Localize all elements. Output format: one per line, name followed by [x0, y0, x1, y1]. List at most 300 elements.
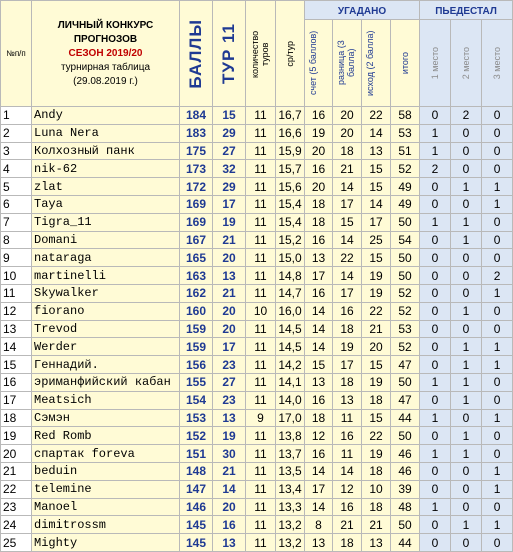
total-guessed: 53: [391, 124, 420, 142]
place3-count: 1: [482, 178, 513, 196]
outcome-guessed: 19: [362, 284, 391, 302]
points-value: 184: [180, 107, 213, 125]
avg-per-tour: 15,9: [276, 142, 305, 160]
season-label: СЕЗОН 2019/20: [68, 47, 143, 59]
place2-count: 0: [451, 498, 482, 516]
place2-count: 0: [451, 462, 482, 480]
points-value: 155: [180, 373, 213, 391]
diff-guessed: 17: [333, 284, 362, 302]
row-number: 1: [1, 107, 32, 125]
tour-points: 21: [213, 284, 246, 302]
diff-guessed: 18: [333, 373, 362, 391]
table-row: [1, 516, 513, 534]
total-guessed: 39: [391, 480, 420, 498]
outcome-guessed: 13: [362, 142, 391, 160]
table-row: [1, 498, 513, 516]
row-number: 20: [1, 445, 32, 463]
place1-count: 0: [420, 462, 451, 480]
score-guessed: 12: [305, 427, 333, 445]
score-guessed: 14: [305, 320, 333, 338]
points-value: 160: [180, 302, 213, 320]
table-row: [1, 142, 513, 160]
diff-guessed: 22: [333, 249, 362, 267]
place1-count: 1: [420, 142, 451, 160]
total-guessed: 49: [391, 178, 420, 196]
table-row: [1, 160, 513, 178]
table-label: турнирная таблица: [60, 61, 151, 73]
score-guessed: 20: [305, 142, 333, 160]
player-name: спартак foreva: [32, 445, 180, 463]
row-number: 18: [1, 409, 32, 427]
tours-count: 11: [246, 320, 276, 338]
diff-guessed: 18: [333, 142, 362, 160]
score-guessed: 15: [305, 356, 333, 374]
diff-guessed: 16: [333, 427, 362, 445]
tour-points: 27: [213, 373, 246, 391]
total-guessed: 50: [391, 516, 420, 534]
points-value: 159: [180, 338, 213, 356]
total-guessed: 44: [391, 409, 420, 427]
place3-count: 0: [482, 391, 513, 409]
outcome-guessed: 20: [362, 338, 391, 356]
header-diff: разница (3 балла): [333, 20, 362, 107]
row-number: 4: [1, 160, 32, 178]
avg-per-tour: 13,2: [276, 534, 305, 552]
player-name: telemine: [32, 480, 180, 498]
points-value: 153: [180, 409, 213, 427]
row-number: 22: [1, 480, 32, 498]
points-value: 173: [180, 160, 213, 178]
row-number: 21: [1, 462, 32, 480]
total-guessed: 54: [391, 231, 420, 249]
place3-count: 0: [482, 231, 513, 249]
diff-guessed: 12: [333, 480, 362, 498]
place3-count: 0: [482, 427, 513, 445]
total-guessed: 46: [391, 462, 420, 480]
total-guessed: 53: [391, 320, 420, 338]
points-value: 152: [180, 427, 213, 445]
place3-count: 1: [482, 284, 513, 302]
place1-count: 0: [420, 356, 451, 374]
outcome-guessed: 18: [362, 391, 391, 409]
player-name: Колхозный панк: [32, 142, 180, 160]
row-number: 7: [1, 213, 32, 231]
tours-count: 11: [246, 213, 276, 231]
place2-count: 1: [451, 213, 482, 231]
avg-per-tour: 14,8: [276, 267, 305, 285]
header-points: БАЛЛЫ: [180, 1, 213, 107]
tours-count: 11: [246, 195, 276, 213]
total-guessed: 48: [391, 498, 420, 516]
points-value: 163: [180, 267, 213, 285]
place2-count: 1: [451, 231, 482, 249]
avg-per-tour: 13,3: [276, 498, 305, 516]
place2-count: 1: [451, 338, 482, 356]
place1-count: 0: [420, 302, 451, 320]
score-guessed: 20: [305, 178, 333, 196]
player-name: Domani: [32, 231, 180, 249]
row-number: 13: [1, 320, 32, 338]
header-guessed-group: УГАДАНО: [305, 1, 420, 20]
tours-count: 11: [246, 445, 276, 463]
points-value: 169: [180, 195, 213, 213]
points-value: 154: [180, 391, 213, 409]
tours-count: 11: [246, 498, 276, 516]
place3-count: 1: [482, 338, 513, 356]
score-guessed: 13: [305, 534, 333, 552]
total-guessed: 50: [391, 373, 420, 391]
row-number: 19: [1, 427, 32, 445]
total-guessed: 52: [391, 160, 420, 178]
tour-points: 13: [213, 534, 246, 552]
diff-guessed: 19: [333, 338, 362, 356]
total-guessed: 51: [391, 142, 420, 160]
avg-per-tour: 14,5: [276, 320, 305, 338]
title-line2: ПРОГНОЗОВ: [73, 33, 138, 45]
avg-per-tour: 13,2: [276, 516, 305, 534]
place2-count: 1: [451, 445, 482, 463]
tours-count: 11: [246, 516, 276, 534]
avg-per-tour: 14,0: [276, 391, 305, 409]
table-row: [1, 267, 513, 285]
table-row: [1, 427, 513, 445]
place2-count: 0: [451, 284, 482, 302]
tours-count: 11: [246, 373, 276, 391]
tours-count: 11: [246, 231, 276, 249]
tours-count: 11: [246, 480, 276, 498]
row-number: 15: [1, 356, 32, 374]
points-value: 183: [180, 124, 213, 142]
player-name: Сэмэн: [32, 409, 180, 427]
place3-count: 0: [482, 107, 513, 125]
place2-count: 0: [451, 195, 482, 213]
tour-points: 20: [213, 320, 246, 338]
place3-count: 0: [482, 534, 513, 552]
diff-guessed: 16: [333, 302, 362, 320]
total-guessed: 52: [391, 338, 420, 356]
avg-per-tour: 16,0: [276, 302, 305, 320]
table-row: [1, 462, 513, 480]
outcome-guessed: 15: [362, 178, 391, 196]
place3-count: 1: [482, 516, 513, 534]
row-number: 6: [1, 195, 32, 213]
row-number: 5: [1, 178, 32, 196]
tours-count: 11: [246, 534, 276, 552]
table-row: [1, 302, 513, 320]
tours-count: 11: [246, 178, 276, 196]
player-name: Геннадий.: [32, 356, 180, 374]
score-guessed: 17: [305, 267, 333, 285]
place2-count: 0: [451, 142, 482, 160]
place2-count: 0: [451, 534, 482, 552]
score-guessed: 17: [305, 480, 333, 498]
place2-count: 1: [451, 356, 482, 374]
total-guessed: 49: [391, 195, 420, 213]
diff-guessed: 14: [333, 231, 362, 249]
table-row: [1, 124, 513, 142]
outcome-guessed: 15: [362, 356, 391, 374]
score-guessed: 16: [305, 107, 333, 125]
diff-guessed: 20: [333, 107, 362, 125]
place1-count: 0: [420, 480, 451, 498]
avg-per-tour: 13,4: [276, 480, 305, 498]
header-num: №п/п: [1, 1, 32, 107]
diff-guessed: 15: [333, 213, 362, 231]
place2-count: 1: [451, 427, 482, 445]
outcome-guessed: 21: [362, 320, 391, 338]
tour-points: 29: [213, 124, 246, 142]
place3-count: 2: [482, 267, 513, 285]
place3-count: 1: [482, 480, 513, 498]
diff-guessed: 11: [333, 445, 362, 463]
outcome-guessed: 14: [362, 195, 391, 213]
points-value: 148: [180, 462, 213, 480]
place2-count: 0: [451, 320, 482, 338]
tours-count: 11: [246, 124, 276, 142]
tour-points: 32: [213, 160, 246, 178]
place1-count: 0: [420, 267, 451, 285]
table-row: [1, 373, 513, 391]
header-place2: 2 место: [451, 20, 482, 107]
player-name: fiorano: [32, 302, 180, 320]
table-date: (29.08.2019 г.): [73, 75, 138, 87]
player-name: nataraga: [32, 249, 180, 267]
tour-points: 23: [213, 356, 246, 374]
total-guessed: 47: [391, 391, 420, 409]
table-row: [1, 534, 513, 552]
avg-per-tour: 13,5: [276, 462, 305, 480]
table-row: [1, 231, 513, 249]
tour-points: 16: [213, 516, 246, 534]
diff-guessed: 21: [333, 516, 362, 534]
points-value: 147: [180, 480, 213, 498]
player-name: Mighty: [32, 534, 180, 552]
player-name: martinelli: [32, 267, 180, 285]
points-value: 165: [180, 249, 213, 267]
row-number: 9: [1, 249, 32, 267]
points-value: 167: [180, 231, 213, 249]
row-number: 25: [1, 534, 32, 552]
total-guessed: 52: [391, 302, 420, 320]
player-name: Red Romb: [32, 427, 180, 445]
total-guessed: 50: [391, 213, 420, 231]
avg-per-tour: 15,6: [276, 178, 305, 196]
player-name: beduin: [32, 462, 180, 480]
tour-points: 13: [213, 267, 246, 285]
row-number: 16: [1, 373, 32, 391]
place2-count: 0: [451, 480, 482, 498]
place1-count: 0: [420, 534, 451, 552]
avg-per-tour: 17,0: [276, 409, 305, 427]
place1-count: 0: [420, 195, 451, 213]
diff-guessed: 16: [333, 498, 362, 516]
total-guessed: 58: [391, 107, 420, 125]
header-title-block: [32, 1, 180, 107]
row-number: 8: [1, 231, 32, 249]
title-line1: ЛИЧНЫЙ КОНКУРС: [57, 19, 154, 31]
place1-count: 0: [420, 178, 451, 196]
place1-count: 0: [420, 249, 451, 267]
tours-count: 11: [246, 160, 276, 178]
avg-per-tour: 14,5: [276, 338, 305, 356]
row-number: 14: [1, 338, 32, 356]
header-tour: ТУР 11: [213, 1, 246, 107]
diff-guessed: 17: [333, 195, 362, 213]
player-name: nik-62: [32, 160, 180, 178]
outcome-guessed: 22: [362, 427, 391, 445]
place3-count: 1: [482, 409, 513, 427]
place2-count: 0: [451, 267, 482, 285]
player-name: Manoel: [32, 498, 180, 516]
place1-count: 1: [420, 409, 451, 427]
place2-count: 0: [451, 160, 482, 178]
score-guessed: 18: [305, 213, 333, 231]
table-row: [1, 338, 513, 356]
avg-per-tour: 13,8: [276, 427, 305, 445]
row-number: 10: [1, 267, 32, 285]
outcome-guessed: 25: [362, 231, 391, 249]
tour-points: 23: [213, 391, 246, 409]
player-name: Andy: [32, 107, 180, 125]
tour-points: 29: [213, 178, 246, 196]
player-name: Luna Nera: [32, 124, 180, 142]
tour-points: 27: [213, 142, 246, 160]
row-number: 3: [1, 142, 32, 160]
score-guessed: 16: [305, 391, 333, 409]
place1-count: 0: [420, 320, 451, 338]
points-value: 172: [180, 178, 213, 196]
diff-guessed: 17: [333, 356, 362, 374]
tour-points: 13: [213, 409, 246, 427]
points-value: 151: [180, 445, 213, 463]
place3-count: 0: [482, 373, 513, 391]
table-row: [1, 107, 513, 125]
place1-count: 0: [420, 427, 451, 445]
player-name: Skywalker: [32, 284, 180, 302]
tours-count: 9: [246, 409, 276, 427]
place2-count: 0: [451, 249, 482, 267]
tour-points: 20: [213, 249, 246, 267]
avg-per-tour: 16,7: [276, 107, 305, 125]
place2-count: 1: [451, 516, 482, 534]
score-guessed: 14: [305, 302, 333, 320]
tour-points: 17: [213, 338, 246, 356]
score-guessed: 14: [305, 338, 333, 356]
table-row: [1, 213, 513, 231]
outcome-guessed: 19: [362, 445, 391, 463]
tours-count: 11: [246, 462, 276, 480]
player-name: Tigra_11: [32, 213, 180, 231]
player-name: эриманфийский кабан: [32, 373, 180, 391]
avg-per-tour: 14,2: [276, 356, 305, 374]
outcome-guessed: 18: [362, 462, 391, 480]
row-number: 2: [1, 124, 32, 142]
outcome-guessed: 21: [362, 516, 391, 534]
diff-guessed: 14: [333, 267, 362, 285]
tour-points: 14: [213, 480, 246, 498]
row-number: 11: [1, 284, 32, 302]
outcome-guessed: 15: [362, 160, 391, 178]
row-number: 12: [1, 302, 32, 320]
score-guessed: 19: [305, 124, 333, 142]
place1-count: 1: [420, 213, 451, 231]
tours-count: 11: [246, 284, 276, 302]
points-value: 156: [180, 356, 213, 374]
header-tours-count: количество туров: [246, 1, 276, 107]
table-row: [1, 409, 513, 427]
standings-body: [1, 107, 513, 552]
table-row: [1, 391, 513, 409]
tours-count: 11: [246, 267, 276, 285]
diff-guessed: 18: [333, 534, 362, 552]
header-outcome: исход (2 балла): [362, 20, 391, 107]
place2-count: 0: [451, 124, 482, 142]
points-value: 159: [180, 320, 213, 338]
header-avg: ср/тур: [276, 1, 305, 107]
table-row: [1, 356, 513, 374]
avg-per-tour: 15,2: [276, 231, 305, 249]
place3-count: 0: [482, 124, 513, 142]
place2-count: 1: [451, 391, 482, 409]
tour-points: 17: [213, 195, 246, 213]
score-guessed: 16: [305, 284, 333, 302]
place1-count: 1: [420, 445, 451, 463]
tour-points: 20: [213, 498, 246, 516]
player-name: zlat: [32, 178, 180, 196]
tour-points: 21: [213, 231, 246, 249]
total-guessed: 50: [391, 427, 420, 445]
avg-per-tour: 15,7: [276, 160, 305, 178]
place3-count: 0: [482, 320, 513, 338]
header-score: счет (5 баллов): [305, 20, 333, 107]
points-value: 145: [180, 534, 213, 552]
diff-guessed: 11: [333, 409, 362, 427]
table-row: [1, 320, 513, 338]
score-guessed: 16: [305, 160, 333, 178]
avg-per-tour: 16,6: [276, 124, 305, 142]
score-guessed: 18: [305, 409, 333, 427]
outcome-guessed: 19: [362, 267, 391, 285]
score-guessed: 14: [305, 498, 333, 516]
table-row: [1, 195, 513, 213]
tours-count: 11: [246, 356, 276, 374]
points-value: 146: [180, 498, 213, 516]
place3-count: 0: [482, 445, 513, 463]
total-guessed: 46: [391, 445, 420, 463]
place1-count: 0: [420, 107, 451, 125]
outcome-guessed: 19: [362, 373, 391, 391]
place3-count: 0: [482, 302, 513, 320]
tours-count: 11: [246, 338, 276, 356]
tour-points: 19: [213, 213, 246, 231]
place1-count: 1: [420, 124, 451, 142]
points-value: 145: [180, 516, 213, 534]
score-guessed: 16: [305, 231, 333, 249]
outcome-guessed: 22: [362, 302, 391, 320]
header-place1: 1 место: [420, 20, 451, 107]
place3-count: 0: [482, 498, 513, 516]
header-total: итого: [391, 20, 420, 107]
place1-count: 0: [420, 338, 451, 356]
place3-count: 1: [482, 356, 513, 374]
score-guessed: 13: [305, 249, 333, 267]
place1-count: 0: [420, 284, 451, 302]
player-name: Werder: [32, 338, 180, 356]
outcome-guessed: 15: [362, 249, 391, 267]
player-name: Taya: [32, 195, 180, 213]
outcome-guessed: 14: [362, 124, 391, 142]
place2-count: 1: [451, 302, 482, 320]
